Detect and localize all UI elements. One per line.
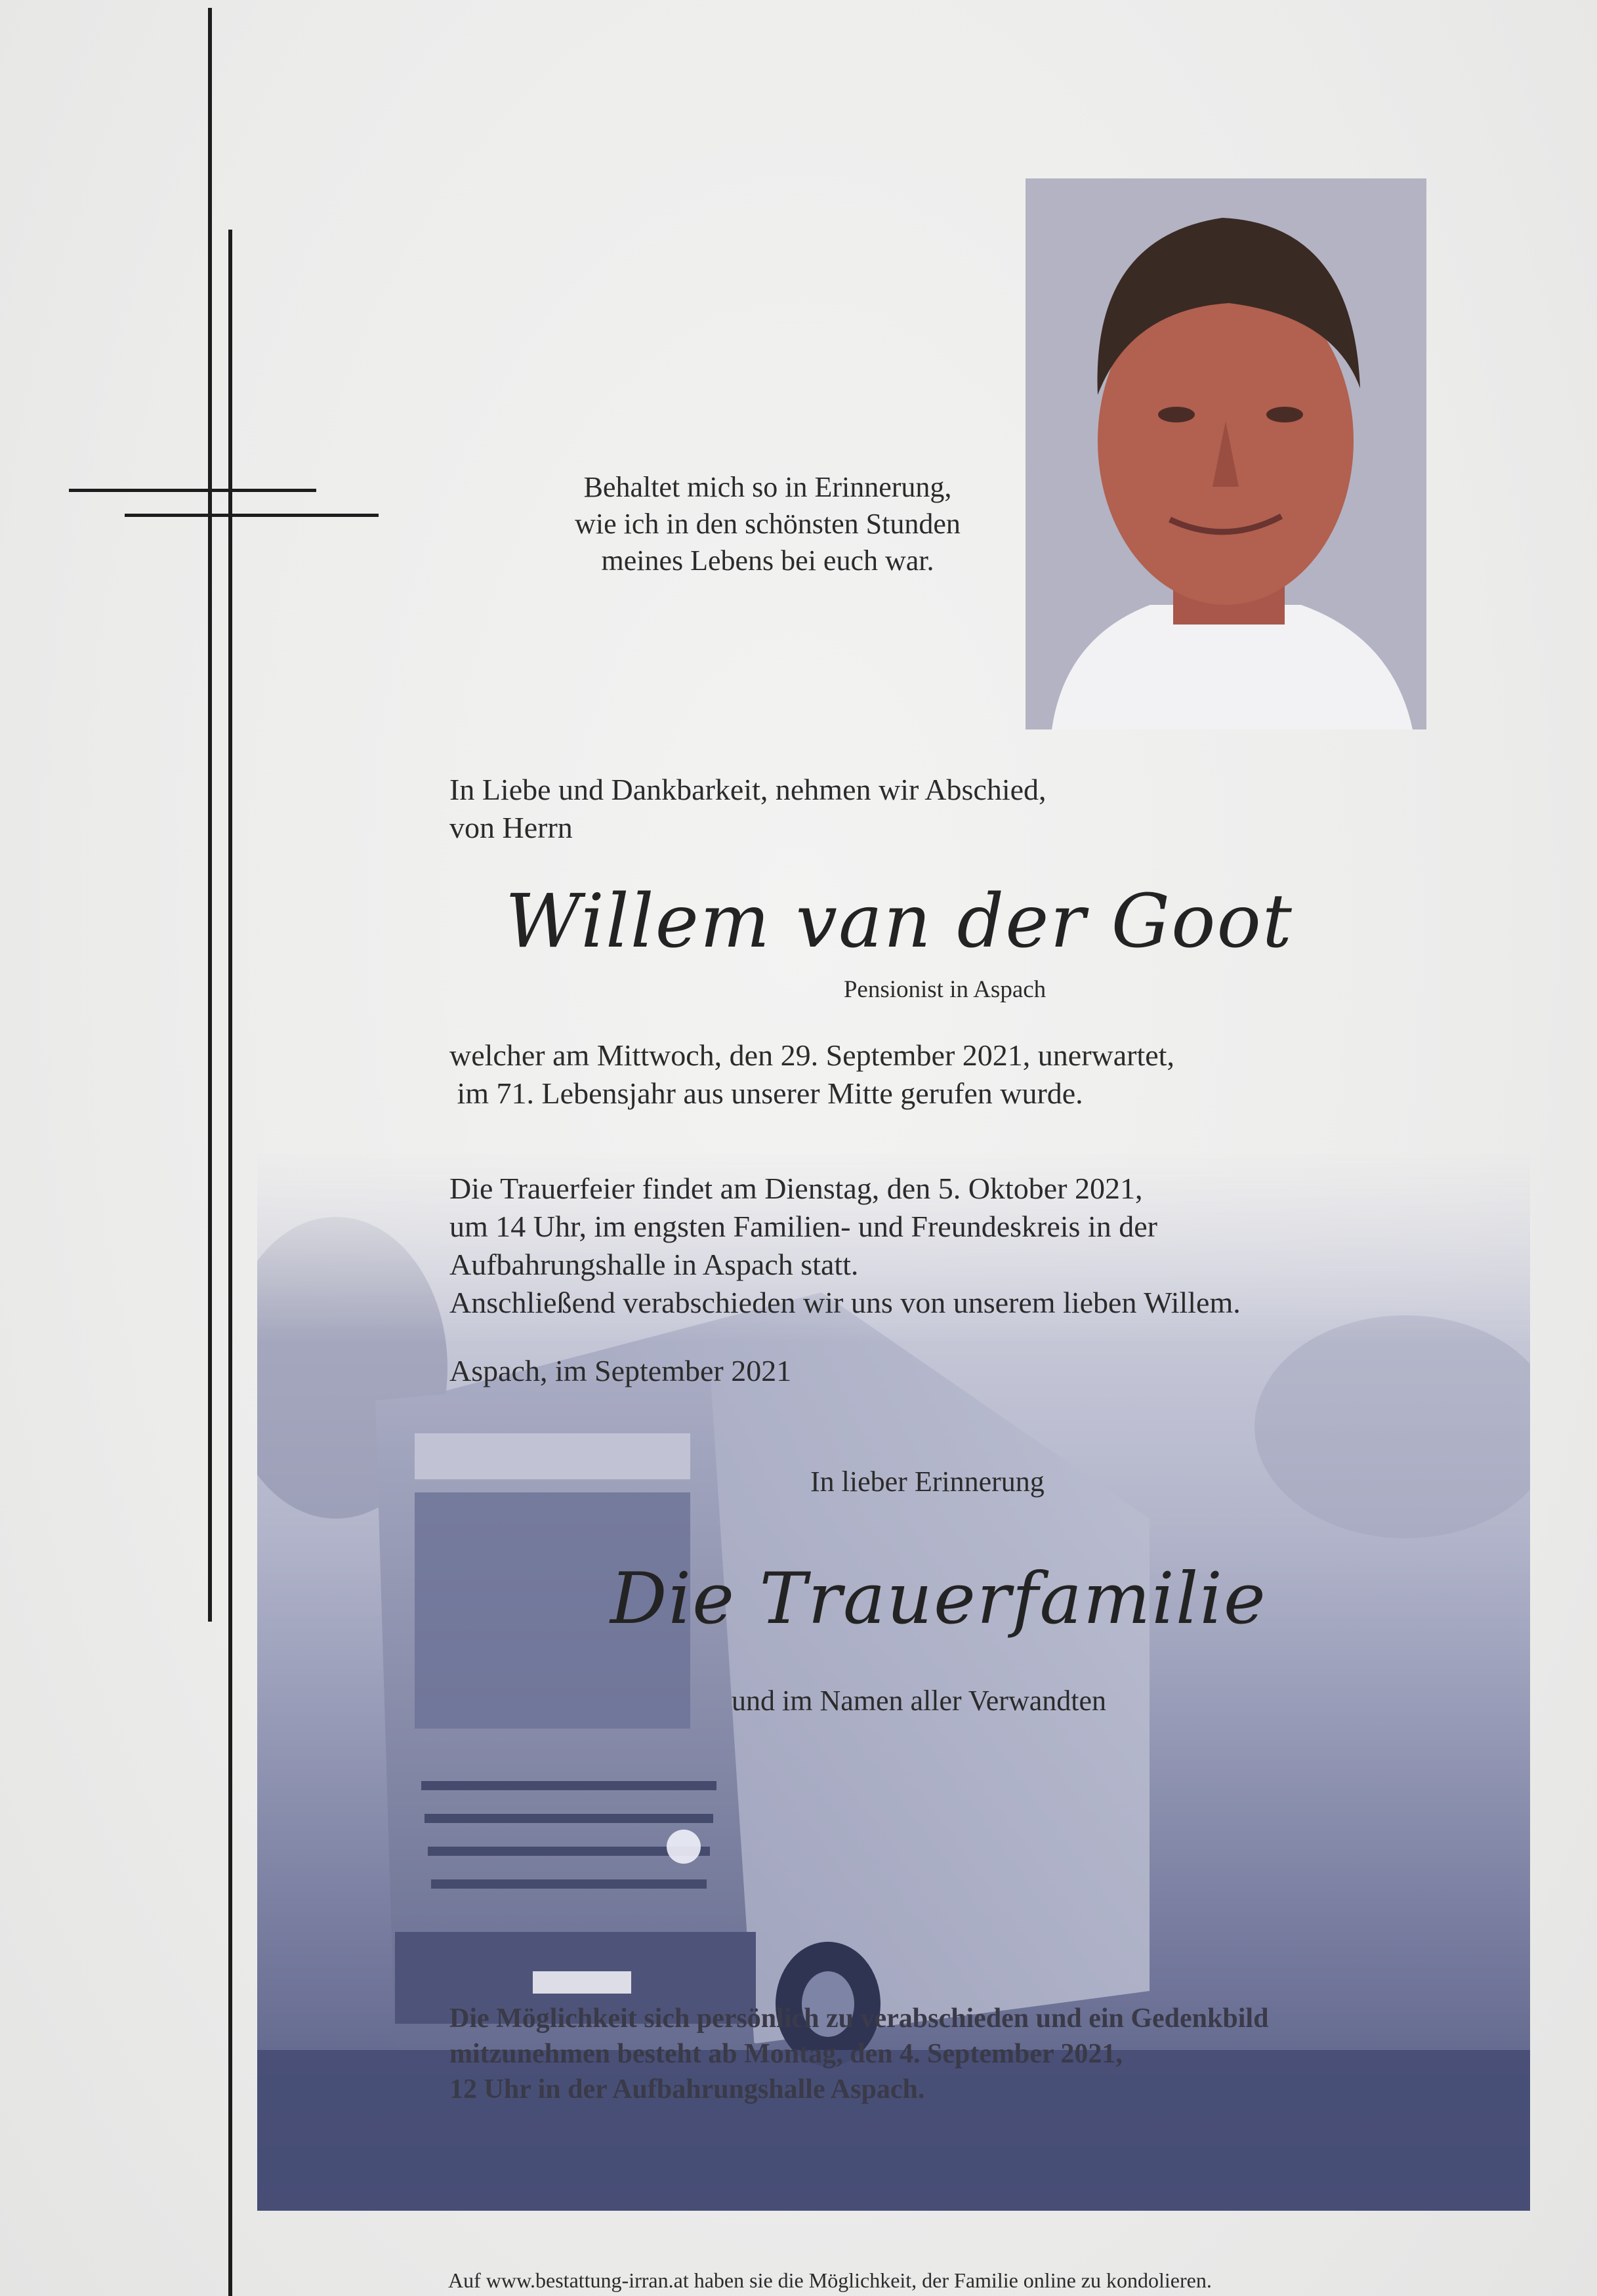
mourning-family: Die Trauerfamilie — [610, 1558, 1267, 1640]
cross-horizontal-line-bottom — [125, 514, 379, 517]
deceased-occupation: Pensionist in Aspach — [843, 976, 1047, 1003]
condolence-footer: Auf www.bestattung-irran.at haben sie die Möglichkeit, der Familie online zu kondolieren. — [448, 2268, 1212, 2292]
place-and-date: Aspach, im September 2021 — [449, 1354, 792, 1387]
intro-line: von Herrn — [449, 811, 573, 844]
on-behalf-of-relatives: und im Namen aller Verwandten — [732, 1685, 1107, 1717]
quote-line: wie ich in den schönsten Stunden — [575, 508, 961, 540]
intro-line: In Liebe und Dankbarkeit, nehmen wir Abschied, — [449, 773, 1047, 806]
funeral-line: Anschließend verabschieden wir uns von unserem lieben Willem. — [449, 1286, 1241, 1319]
funeral-line: Aufbahrungshalle in Aspach statt. — [449, 1248, 859, 1281]
cross-vertical-line-left — [208, 8, 212, 1622]
funeral-details — [449, 1170, 1241, 1322]
funeral-line: um 14 Uhr, im engsten Familien- und Freundeskreis in der — [449, 1210, 1157, 1243]
in-loving-memory: In lieber Erinnerung — [810, 1466, 1045, 1498]
viewing-notice — [449, 2001, 1268, 2107]
viewing-line: Die Möglichkeit sich persönlich zu verabschieden und ein Gedenkbild — [449, 2003, 1269, 2034]
viewing-line: 12 Uhr in der Aufbahrungshalle Aspach. — [449, 2074, 925, 2104]
cross-horizontal-line-top — [69, 489, 316, 492]
quote-line: meines Lebens bei euch war. — [601, 544, 934, 577]
death-notice — [449, 1036, 1174, 1113]
farewell-intro — [449, 771, 1047, 847]
cross-vertical-line-right — [228, 230, 232, 2296]
memorial-quote — [499, 469, 1037, 579]
death-notice-line: im 71. Lebensjahr aus unserer Mitte gerufen wurde. — [449, 1076, 1083, 1110]
death-notice-line: welcher am Mittwoch, den 29. September 2021, unerwartet, — [449, 1038, 1174, 1072]
viewing-line: mitzunehmen besteht ab Montag, den 4. September 2021, — [449, 2039, 1123, 2069]
deceased-name: Willem van der Goot — [505, 879, 1293, 964]
deceased-portrait-photo — [1026, 178, 1426, 729]
quote-line: Behaltet mich so in Erinnerung, — [583, 471, 952, 503]
funeral-line: Die Trauerfeier findet am Dienstag, den 5. Oktober 2021, — [449, 1172, 1143, 1205]
